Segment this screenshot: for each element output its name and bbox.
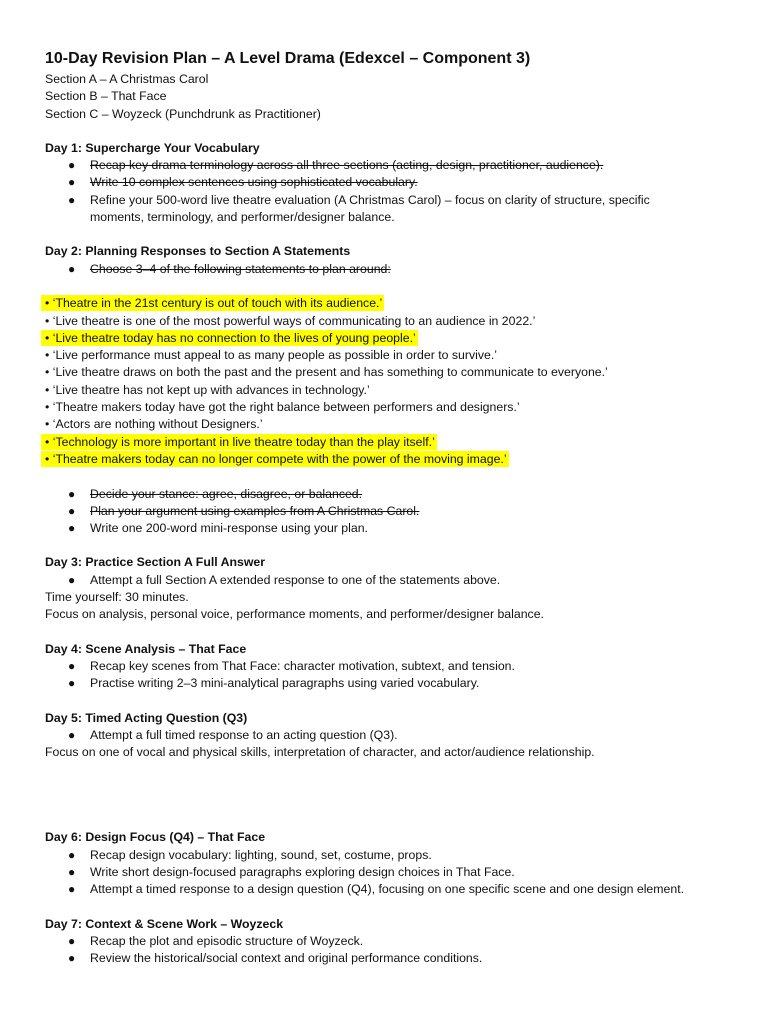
list-item (45, 157, 745, 174)
list-item (45, 658, 745, 675)
bullet-icon: ● (68, 158, 76, 173)
list-item (45, 950, 745, 967)
list-item (45, 727, 745, 744)
bullet-icon: ● (68, 882, 76, 897)
day4-heading: Day 4: Scene Analysis – That Face (45, 641, 247, 656)
list-item (45, 520, 745, 537)
bullet-icon: ● (68, 727, 76, 742)
statement-item (45, 295, 745, 312)
bullet-icon: ● (68, 486, 76, 501)
list-item (45, 572, 745, 589)
highlighted-statement: • ‘Live theatre today has no connection to the lives of young people.’ (41, 330, 418, 346)
statement-item: • ‘Actors are nothing without Designers.’ (45, 417, 263, 432)
spacer (45, 278, 745, 295)
section-c-line: Section C – Woyzeck (Punchdrunk as Practitioner) (45, 106, 321, 121)
list-item (45, 933, 745, 950)
list-item (45, 503, 745, 520)
day1-list (45, 157, 745, 226)
list-item (45, 192, 745, 209)
bullet-icon: ● (68, 175, 76, 190)
bullet-icon: ● (68, 572, 76, 587)
body-line: Time yourself: 30 minutes. (45, 590, 189, 605)
day3-list (45, 572, 745, 589)
list-item (45, 881, 745, 898)
list-item-text: Plan your argument using examples from A Christmas Carol. (90, 503, 420, 518)
spacer (45, 468, 745, 485)
section-a-line: Section A – A Christmas Carol (45, 72, 209, 86)
list-item-text: Attempt a full Section A extended response to one of the statements above. (90, 572, 501, 587)
list-item-text: Choose 3–4 of the following statements to plan around: (90, 261, 391, 276)
bullet-icon: ● (68, 261, 76, 276)
bullet-icon: ● (68, 951, 76, 966)
list-item-text: Review the historical/social context and original performance conditions. (90, 951, 483, 966)
day5-list (45, 727, 745, 744)
section-b-line: Section B – That Face (45, 89, 167, 104)
highlighted-statement: • ‘Theatre in the 21st century is out of touch with its audience.’ (41, 295, 384, 311)
day2-heading: Day 2: Planning Responses to Section A Statements (45, 244, 351, 259)
bullet-icon: ● (68, 503, 76, 518)
body-line: Focus on one of vocal and physical skills, interpretation of character, and actor/audience relationship. (45, 745, 595, 760)
page-title: 10-Day Revision Plan – A Level Drama (Edexcel – Component 3) (45, 50, 531, 67)
statement-item (45, 451, 745, 468)
list-item-text: Write one 200-word mini-response using your plan. (90, 521, 368, 536)
day3-heading: Day 3: Practice Section A Full Answer (45, 555, 266, 570)
statement-item: • ‘Live theatre draws on both the past and the present and has something to communicate to everyone.’ (45, 365, 608, 380)
spacer (45, 761, 745, 812)
document-page (45, 48, 745, 967)
bullet-icon: ● (68, 192, 76, 207)
day6-list (45, 847, 745, 899)
list-item (45, 847, 745, 864)
bullet-icon: ● (68, 847, 76, 862)
bullet-icon: ● (68, 933, 76, 948)
statement-item: • ‘Live theatre is one of the most powerful ways of communicating to an audience in 2022.’ (45, 313, 536, 328)
bullet-icon: ● (68, 864, 76, 879)
list-item (45, 261, 745, 278)
day4-list (45, 658, 745, 693)
list-item (45, 174, 745, 191)
statement-item (45, 330, 745, 347)
list-item (45, 486, 745, 503)
list-item-text: moments, terminology, and performer/designer balance. (90, 210, 395, 225)
statement-item: • ‘Live performance must appeal to as many people as possible in order to survive.’ (45, 348, 498, 363)
list-item-text: Write 10 complex sentences using sophisticated vocabulary. (90, 175, 418, 190)
statement-item: • ‘Theatre makers today have got the right balance between performers and designers.’ (45, 400, 520, 415)
day2-after-list (45, 486, 745, 538)
day5-heading: Day 5: Timed Acting Question (Q3) (45, 710, 248, 725)
statement-item (45, 434, 745, 451)
list-item-text: Recap the plot and episodic structure of Woyzeck. (90, 933, 364, 948)
day2-intro-list (45, 261, 745, 278)
bullet-icon: ● (68, 658, 76, 673)
list-item-text: Practise writing 2–3 mini-analytical paragraphs using varied vocabulary. (90, 676, 480, 691)
bullet-icon: ● (68, 521, 76, 536)
list-item-text: Recap key drama terminology across all three sections (acting, design, practitioner, audience). (90, 158, 604, 173)
bullet-icon: ● (68, 676, 76, 691)
list-item (45, 864, 745, 881)
list-item-text: Recap key scenes from That Face: character motivation, subtext, and tension. (90, 658, 515, 673)
highlighted-statement: • ‘Technology is more important in live theatre today than the play itself.’ (41, 434, 437, 450)
list-item-continuation (45, 209, 745, 226)
list-item-text: Write short design-focused paragraphs exploring design choices in That Face. (90, 864, 515, 879)
day1-heading: Day 1: Supercharge Your Vocabulary (45, 140, 260, 155)
day7-list (45, 933, 745, 968)
list-item-text: Refine your 500-word live theatre evaluation (A Christmas Carol) – focus on clarity of structure, specific (90, 192, 650, 207)
body-line: Focus on analysis, personal voice, performance moments, and performer/designer balance. (45, 607, 544, 622)
day7-heading: Day 7: Context & Scene Work – Woyzeck (45, 916, 284, 931)
list-item-text: Recap design vocabulary: lighting, sound, set, costume, props. (90, 847, 432, 862)
list-item-text: Attempt a full timed response to an acting question (Q3). (90, 727, 398, 742)
highlighted-statement: • ‘Theatre makers today can no longer compete with the power of the moving image.’ (41, 451, 509, 467)
list-item-text: Decide your stance: agree, disagree, or balanced. (90, 486, 363, 501)
list-item-text: Attempt a timed response to a design question (Q4), focusing on one specific scene and one design element. (90, 882, 685, 897)
day6-heading: Day 6: Design Focus (Q4) – That Face (45, 830, 266, 845)
statement-list (45, 295, 745, 468)
list-item (45, 675, 745, 692)
statement-item: • ‘Live theatre has not kept up with advances in technology.’ (45, 382, 370, 397)
